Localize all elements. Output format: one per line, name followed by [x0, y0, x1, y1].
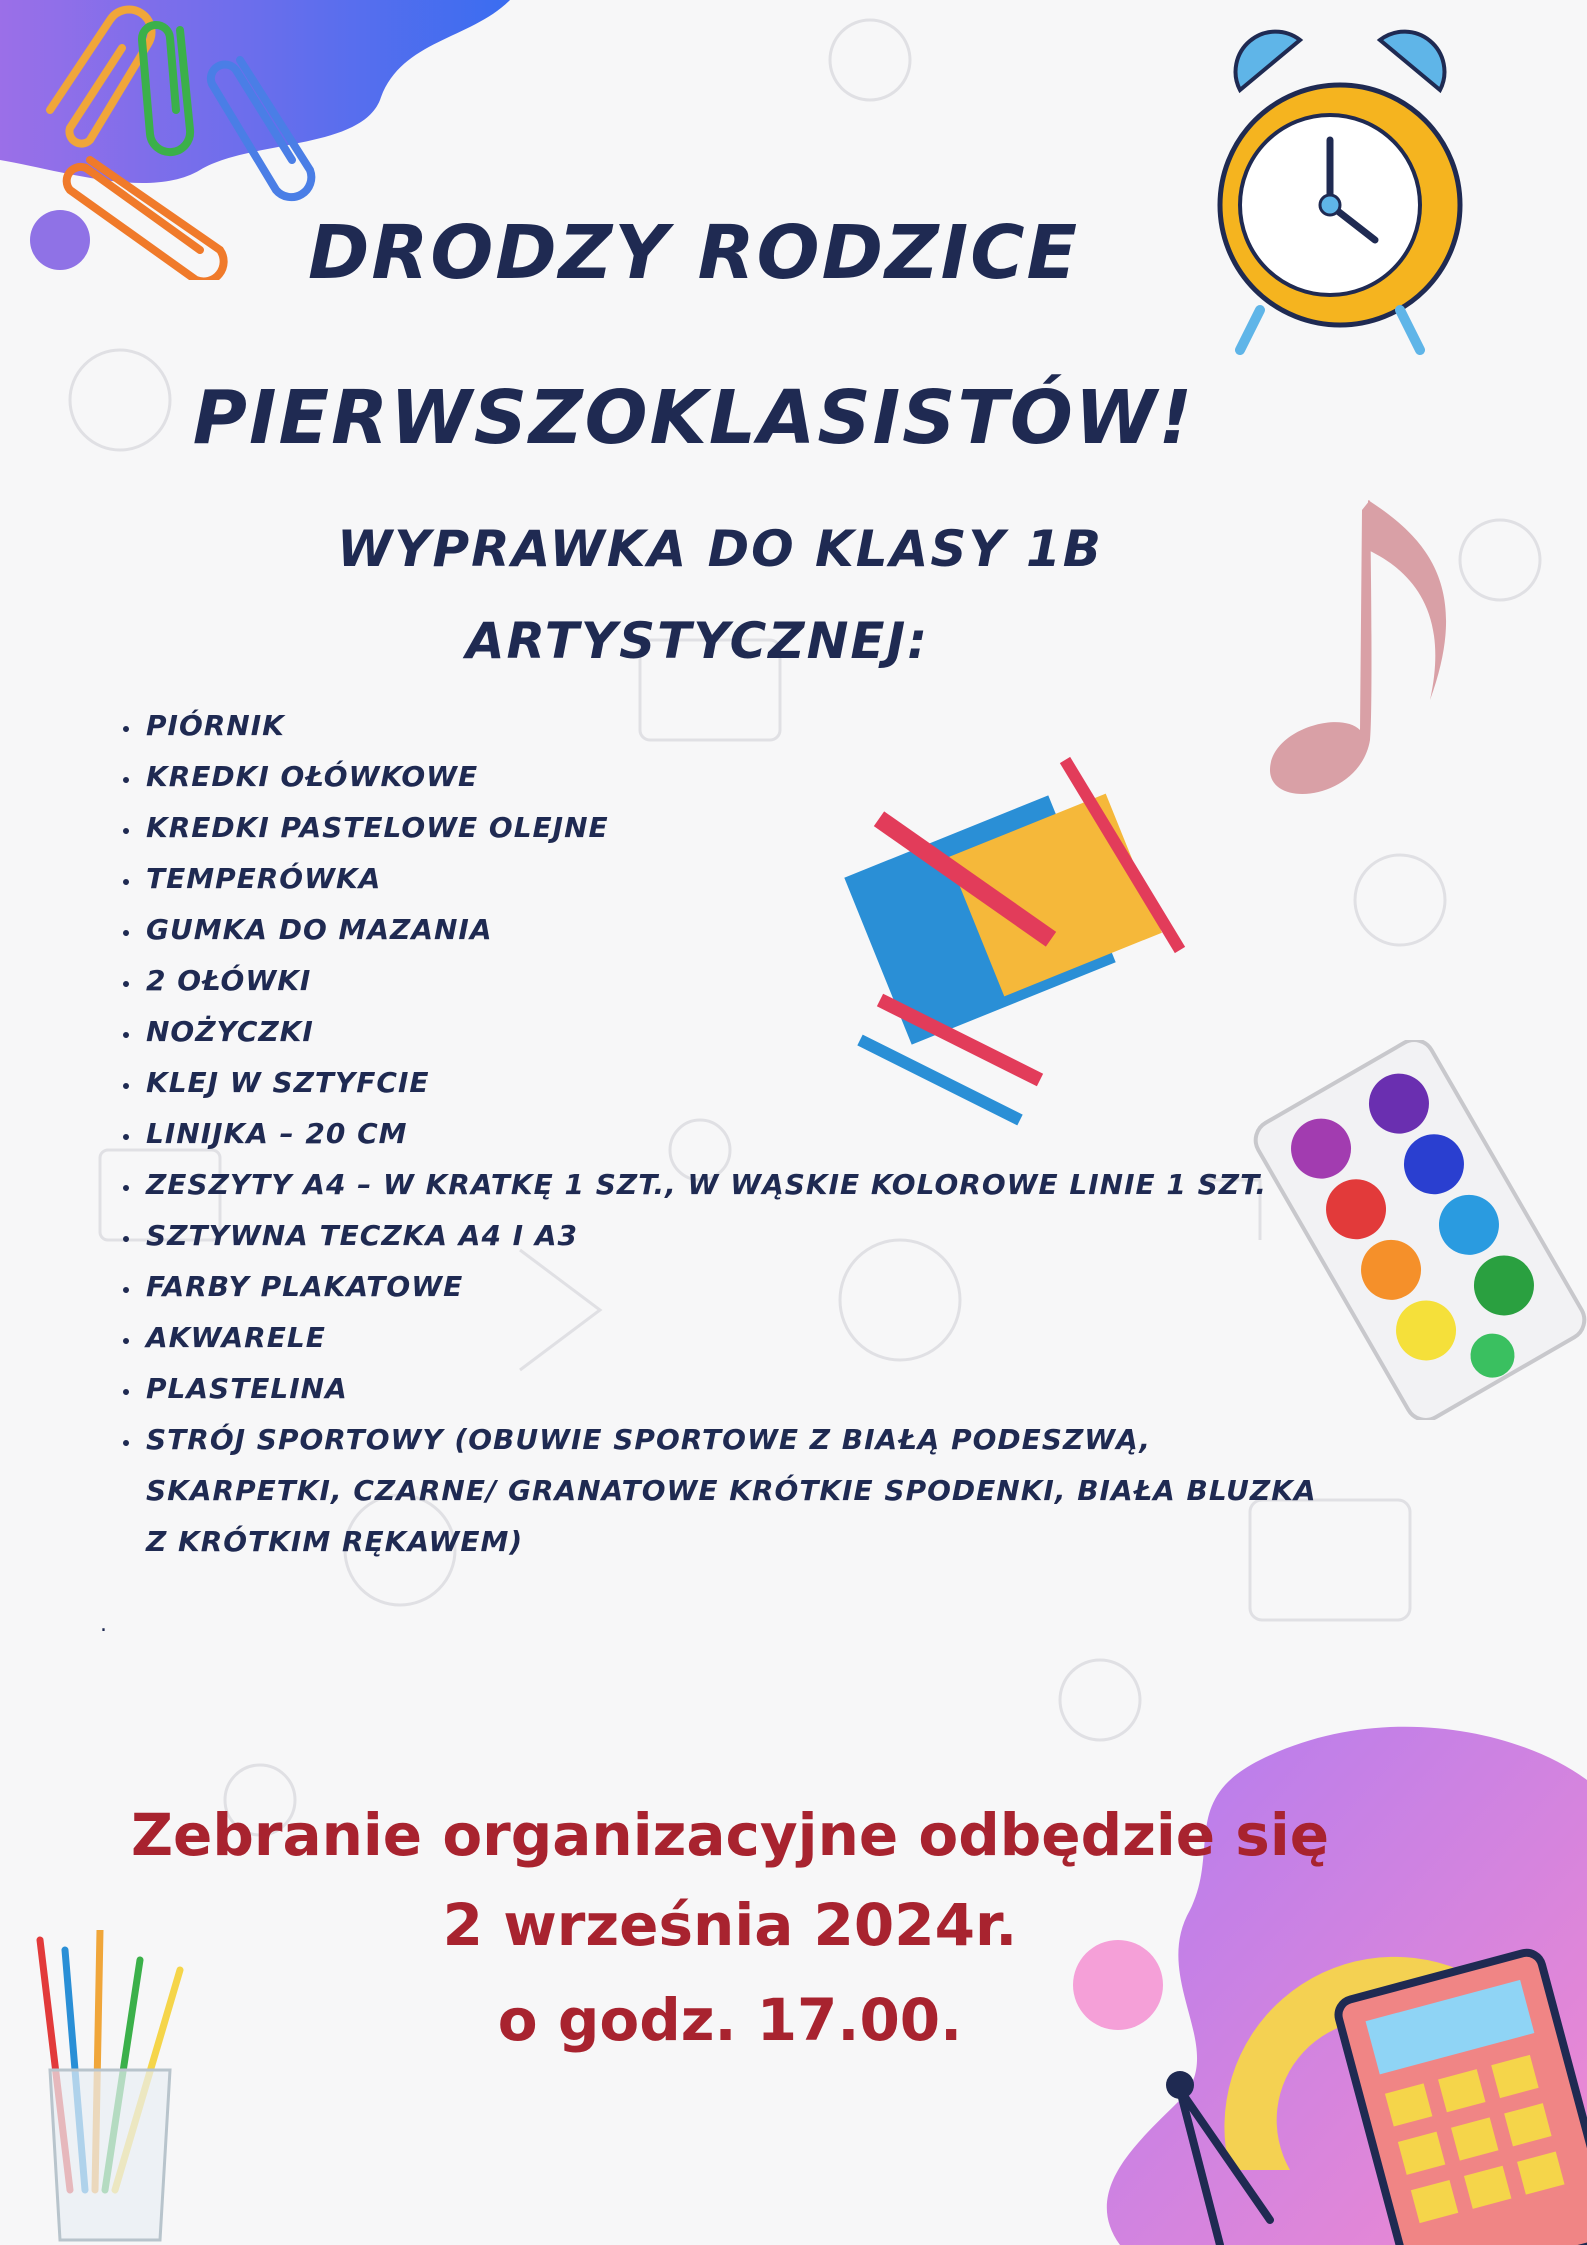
- page-title-line-2: PIERWSZOKLASISTÓW!: [192, 375, 1195, 461]
- list-item: • KREDKI PASTELOWE OLEJNE: [142, 802, 1342, 853]
- list-item: • ZESZYTY A4 – W KRATKĘ 1 SZT., W WĄSKIE KOLOROWE LINIE 1 SZT.: [142, 1159, 1342, 1210]
- page-title-line-1: DRODZY RODZICE: [307, 210, 1080, 296]
- list-item: • TEMPERÓWKA: [142, 853, 1342, 904]
- list-item: • 2 OŁÓWKI: [142, 955, 1342, 1006]
- list-item: • SZTYWNA TECZKA A4 I A3: [142, 1210, 1342, 1261]
- meeting-line-1: Zebranie organizacyjne odbędzie się: [130, 1801, 1330, 1869]
- supplies-list: [108, 700, 1342, 1567]
- trailing-dot: .: [100, 1612, 107, 1637]
- meeting-time: o godz. 17.00.: [497, 1986, 963, 2054]
- list-item: • GUMKA DO MAZANIA: [142, 904, 1342, 955]
- list-item: • KREDKI OŁÓWKOWE: [142, 751, 1342, 802]
- list-item: • KLEJ W SZTYFCIE: [142, 1057, 1342, 1108]
- subtitle-line-2: ARTYSTYCZNEJ:: [465, 612, 930, 670]
- list-item: • AKWARELE: [142, 1312, 1342, 1363]
- subtitle-line-1: WYPRAWKA DO KLASY 1B: [337, 520, 1103, 578]
- meeting-date: 2 września 2024r.: [442, 1891, 1018, 1959]
- alarm-clock-icon: [1200, 0, 1500, 360]
- list-item: • STRÓJ SPORTOWY (OBUWIE SPORTOWE Z BIAŁĄ PODESZWĄ, SKARPETKI, CZARNE/ GRANATOWE KRÓTKIE SPODENKI, BIAŁA BLUZKA Z KRÓTKIM RĘKAWEM): [142, 1414, 1342, 1567]
- list-item: • PIÓRNIK: [142, 700, 1342, 751]
- list-item: • NOŻYCZKI: [142, 1006, 1342, 1057]
- list-item: • FARBY PLAKATOWE: [142, 1261, 1342, 1312]
- list-item: • PLASTELINA: [142, 1363, 1342, 1414]
- list-item: • LINIJKA – 20 CM: [142, 1108, 1342, 1159]
